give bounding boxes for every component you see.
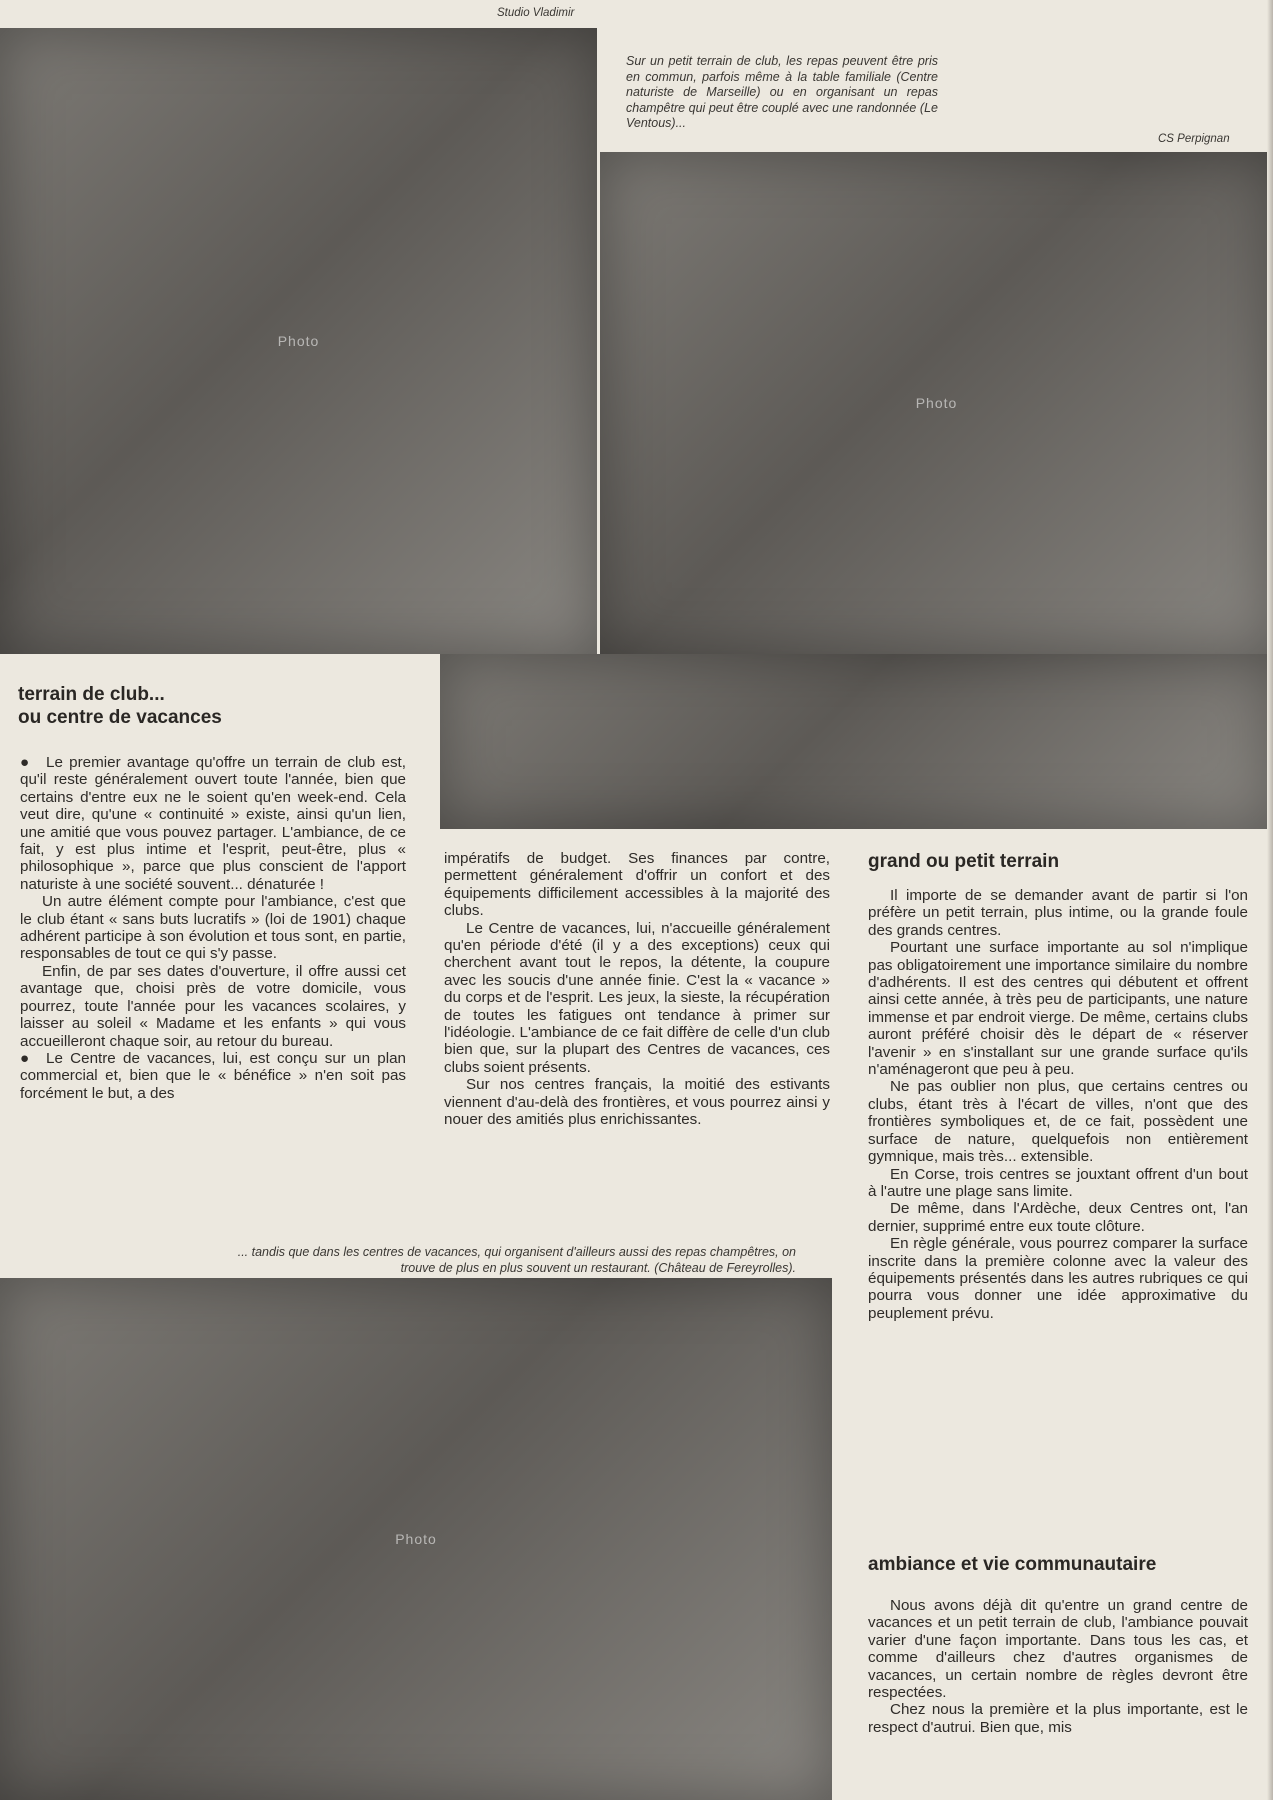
paragraph: Un autre élément compte pour l'ambiance, c'est que le club étant « sans buts lucratifs » (loi de 1901) chaque adhérent participe à son évolution et tous sont, en partie, responsables de tout ce qui s'y passe. bbox=[20, 893, 406, 963]
paragraph: Il importe de se demander avant de partir si l'on préfère un petit terrain, plus intime, ou la grande foule des grands centres. bbox=[868, 887, 1248, 939]
photo-top-left bbox=[0, 28, 597, 654]
heading-line: ou centre de vacances bbox=[18, 707, 222, 728]
ambiance-column bbox=[868, 1597, 1248, 1736]
caption-top-right: Sur un petit terrain de club, les repas peuvent être pris en commun, parfois même à la table familiale (Centre naturiste de Marseille) ou en organisant un repas champêtre qui peut être couplé avec une randonnée (Le Ventous)... bbox=[626, 54, 938, 130]
paragraph: ● Le premier avantage qu'offre un terrain de club est, qu'il reste généralement ouvert toute l'année, bien que certains d'entre eux ne le soient qu'en week-end. Cela veut dire, qu'une « continuité » existe, ainsi qu'un lien, une amitié que vous pouvez partager. L'ambiance, de ce fait, y est plus intime et l'esprit, peut-être, plus « philosophique », parce que plus conscient de l'apport naturiste à une société souvent... dénaturée ! bbox=[20, 754, 406, 893]
heading-terrain-size: grand ou petit terrain bbox=[868, 851, 1060, 872]
paragraph: Ne pas oublier non plus, que certains centres ou clubs, étant très à l'écart de villes, n'ont que des frontières symboliques et, de ce fait, possèdent une surface de nature, quelquefois non entièrement gymnique, mais très... extensible. bbox=[868, 1078, 1248, 1166]
paragraph: Enfin, de par ses dates d'ouverture, il offre aussi cet avantage que, choisi près de votre domicile, vous pourrez, toute l'année pour les vacances scolaires, y laisser au soleil « Madame et les enfants » qui vous accueilleront chaque soir, au retour du bureau. bbox=[20, 962, 406, 1050]
photo-bottom bbox=[0, 1278, 832, 1800]
page-edge-shadow bbox=[1267, 0, 1273, 1800]
paragraph: Nous avons déjà dit qu'entre un grand centre de vacances et un petit terrain de club, l'ambiance pouvait varier d'une façon importante. Dans tous les cas, et comme d'ailleurs chez d'autres organismes de vacances, un certain nombre de règles devront être respectées. bbox=[868, 1597, 1248, 1702]
photo-placeholder-label: Photo bbox=[277, 333, 320, 349]
paragraph: En Corse, trois centres se jouxtant offrent d'un bout à l'autre une plage sans limite. bbox=[868, 1165, 1248, 1200]
terrain-column bbox=[868, 887, 1248, 1322]
photo-top-right-lower bbox=[440, 654, 1273, 829]
photo-placeholder-label: Photo bbox=[915, 395, 958, 411]
photo-credit-top-right: CS Perpignan bbox=[1158, 133, 1230, 145]
paragraph: Sur nos centres français, la moitié des estivants viennent d'au-delà des frontières, et vous pourrez ainsi y nouer des amitiés plus enrichissantes. bbox=[444, 1076, 830, 1129]
paragraph: Le Centre de vacances, lui, n'accueille généralement qu'en période d'été (il y a des exceptions) ceux qui cherchent avant tout le repos, la détente, la coupure avec les soucis d'une année finie. C'est la « vacance » du corps et de l'esprit. Les jeux, la sieste, la récupération de toutes les fatigues ont tendance à primer sur l'idéologie. L'ambiance de ce fait diffère de celle d'un club bien que, sur la plupart des Centres de vacances, ces clubs soient présents. bbox=[444, 919, 830, 1076]
paragraph: Chez nous la première et la plus importante, est le respect d'autrui. Bien que, mis bbox=[868, 1701, 1248, 1736]
heading-line: terrain de club... bbox=[18, 684, 165, 705]
paragraph: De même, dans l'Ardèche, deux Centres ont, l'an dernier, supprimé entre eux toute clôture. bbox=[868, 1200, 1248, 1235]
club-column-2 bbox=[444, 850, 830, 1129]
heading-ambiance: ambiance et vie communautaire bbox=[868, 1554, 1157, 1575]
bullet-icon: ● bbox=[20, 1049, 30, 1067]
paragraph: ● Le Centre de vacances, lui, est conçu sur un plan commercial et, bien que le « bénéfice » n'en soit pas forcément le but, a des bbox=[20, 1049, 406, 1102]
photo-placeholder-label: Photo bbox=[395, 1531, 437, 1547]
paragraph: En règle générale, vous pourrez comparer la surface inscrite dans la première colonne avec la valeur des équipements présentés dans les autres rubriques ce qui pourra vous donner une idée approximative du peuplement prévu. bbox=[868, 1235, 1248, 1322]
paragraph: impératifs de budget. Ses finances par contre, permettent généralement d'offrir un confort et des équipements difficilement accessibles à la majorité des clubs. bbox=[444, 850, 830, 920]
caption-bottom: ... tandis que dans les centres de vacances, qui organisent d'ailleurs aussi des repas champêtres, on trouve de plus en plus souvent un restaurant. (Château de Fereyrolles). bbox=[237, 1245, 796, 1275]
photo-credit-top-left: Studio Vladimir bbox=[497, 7, 575, 19]
club-column-1 bbox=[20, 754, 406, 1102]
photo-top-right bbox=[600, 152, 1273, 654]
bullet-icon: ● bbox=[20, 754, 30, 771]
paragraph: Pourtant une surface importante au sol n'implique pas obligatoirement une importance similaire du nombre d'adhérents. Il est des centres qui débutent et offrent ainsi cette année, à très peu de participants, une nature immense et par endroit vierge. De même, certains clubs auront préféré choisir dès le départ de « réserver l'avenir » en s'installant sur une grande surface qu'ils n'aménageront que peu à peu. bbox=[868, 939, 1248, 1079]
heading-club-or-centre bbox=[18, 683, 418, 729]
